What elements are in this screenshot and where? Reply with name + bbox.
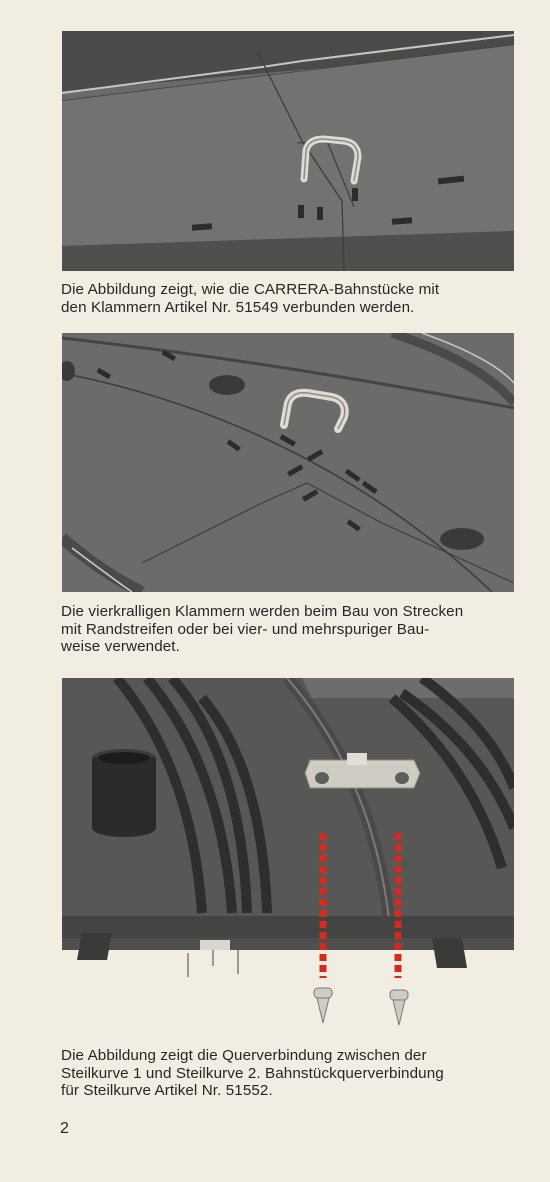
caption-line: Die Abbildung zeigt, wie die CARRERA-Bahnstücke mit (61, 281, 440, 298)
four-claw-clip-photo (62, 333, 514, 592)
caption-line: weise verwendet. (61, 638, 180, 655)
track-clip-photo (62, 31, 514, 271)
caption-line: Steilkurve 1 und Steilkurve 2. Bahnstückquerverbindung (61, 1064, 444, 1082)
caption-line: mit Randstreifen oder bei vier- und mehrspuriger Bau- (61, 620, 430, 638)
caption-line: Die vierkralligen Klammern werden beim Bau von Strecken (61, 603, 464, 620)
caption-cross-connection (61, 1047, 521, 1100)
page-number: 2 (60, 1120, 69, 1137)
caption-line: Die Abbildung zeigt die Querverbindung zwischen der (61, 1047, 427, 1064)
caption-line: den Klammern Artikel Nr. 51549 verbunden werden. (61, 298, 415, 316)
caption-track-clip (61, 281, 521, 316)
cross-connection-photo (62, 678, 514, 1033)
caption-line: für Steilkurve Artikel Nr. 51552. (61, 1082, 273, 1099)
caption-four-claw-clip (61, 603, 521, 656)
